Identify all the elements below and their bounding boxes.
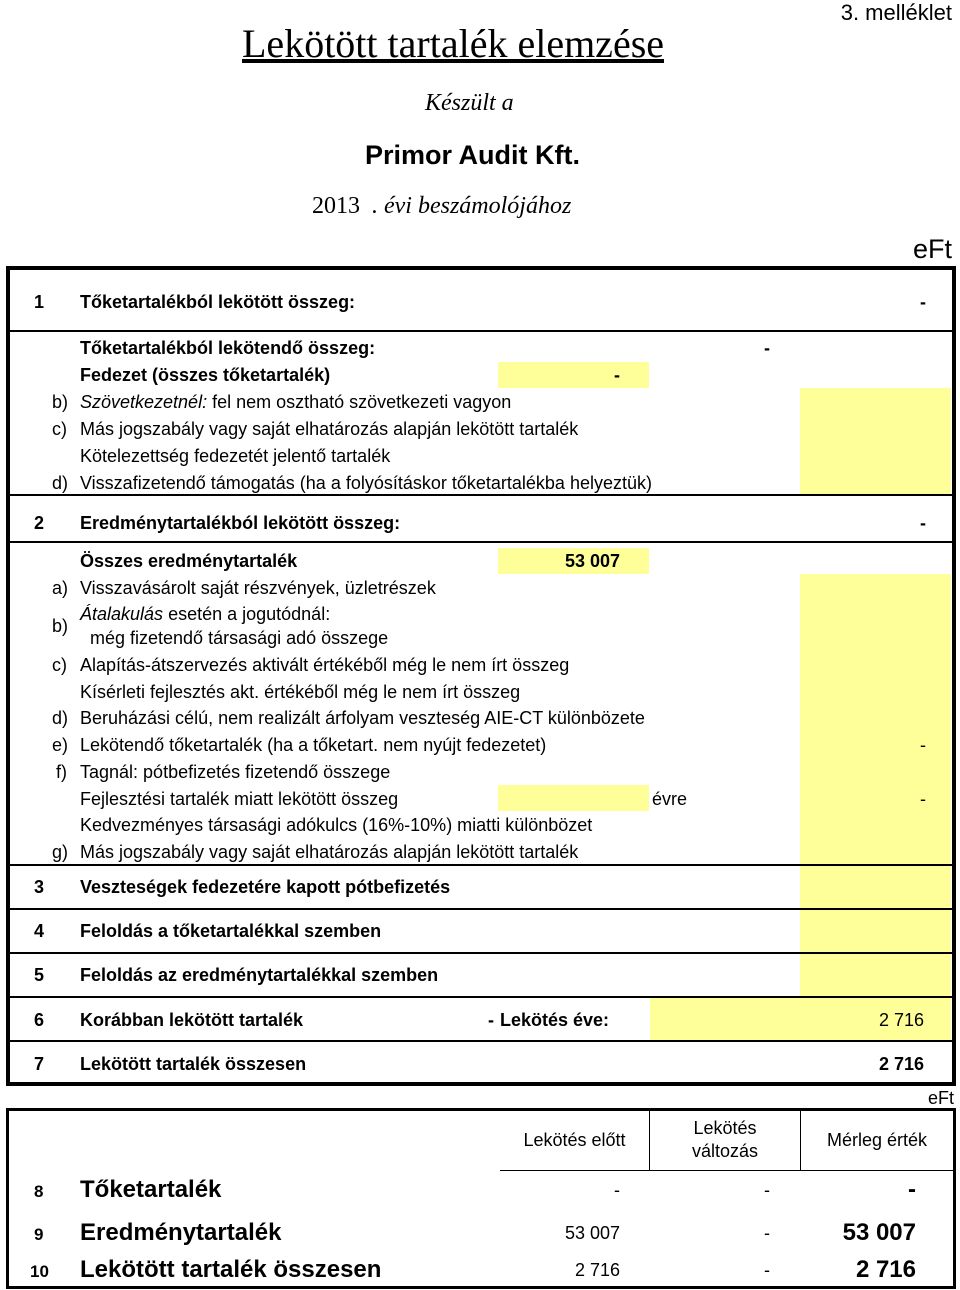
value-balance: 2 716 bbox=[855, 1256, 916, 1283]
row-label: Veszteségek fedezetére kapott pótbefizetés bbox=[80, 877, 451, 897]
row-label: Feloldás az eredménytartalékkal szemben bbox=[80, 965, 439, 985]
summary-border-top bbox=[6, 1108, 956, 1111]
row-value: - bbox=[920, 292, 926, 312]
row-number: 8 bbox=[34, 1182, 44, 1201]
company-name: Primor Audit Kft. bbox=[365, 140, 580, 170]
row-label: Visszavásárolt saját részvények, üzletrészek bbox=[80, 578, 436, 598]
row-label: Tagnál: pótbefizetés fizetendő összege bbox=[80, 762, 391, 782]
col-header-before: Lekötés előtt bbox=[523, 1130, 626, 1150]
row-label: Beruházási célú, nem realizált árfolyam veszteség AIE-CT különbözete bbox=[80, 708, 645, 728]
row-letter: d) bbox=[52, 473, 69, 493]
row-letter: b) bbox=[52, 392, 69, 412]
divider bbox=[8, 541, 954, 543]
row-label: Kedvezményes társasági adókulcs (16%-10%) miatti különbözet bbox=[80, 815, 593, 835]
box-border-top bbox=[6, 266, 956, 270]
input-cell[interactable] bbox=[800, 866, 951, 908]
row-value: - bbox=[764, 338, 770, 358]
year-label: évre bbox=[652, 789, 688, 809]
row-letter: c) bbox=[52, 655, 67, 675]
unit-label: eFt bbox=[912, 234, 952, 264]
row-label: Fejlesztési tartalék miatt lekötött összeg bbox=[80, 789, 399, 809]
row-label: Tőketartalékból lekötendő összeg: bbox=[80, 338, 376, 358]
row-letter: a) bbox=[52, 578, 69, 598]
divider bbox=[8, 494, 954, 496]
col-header-change: változás bbox=[691, 1141, 759, 1161]
value-change: - bbox=[764, 1260, 770, 1280]
box-border-left bbox=[6, 266, 10, 1086]
report-label: . évi beszámolójához bbox=[372, 193, 572, 219]
row-number: 9 bbox=[34, 1225, 44, 1244]
summary-header-divider bbox=[500, 1170, 953, 1171]
input-cell[interactable] bbox=[800, 910, 951, 952]
row-label: Eredménytartalékból lekötött összeg: bbox=[80, 513, 401, 533]
divider bbox=[8, 1040, 954, 1042]
value-before: - bbox=[614, 1180, 620, 1200]
row-letter: d) bbox=[52, 708, 69, 728]
col-header-change: Lekötés bbox=[693, 1118, 757, 1138]
row-label: Korábban lekötött tartalék bbox=[80, 1010, 304, 1030]
row-label: Alapítás-átszervezés aktivált értékéből még le nem írt összeg bbox=[80, 655, 570, 675]
value-balance: - bbox=[908, 1176, 916, 1203]
summary-unit: eFt bbox=[927, 1088, 954, 1108]
divider bbox=[8, 330, 954, 332]
row-label: Eredménytartalék bbox=[80, 1219, 282, 1246]
row-value: - bbox=[920, 735, 926, 755]
year-label: Lekötés éve: bbox=[500, 1010, 610, 1030]
row-value: 53 007 bbox=[564, 551, 620, 571]
row-label: Fedezet (összes tőketartalék) bbox=[80, 365, 331, 385]
row-label: Visszafizetendő támogatás (ha a folyósításkor tőketartalékba helyeztük) bbox=[80, 473, 652, 493]
value-balance: 53 007 bbox=[842, 1219, 916, 1246]
summary-border-bottom bbox=[6, 1286, 956, 1289]
row-label: Kötelezettség fedezetét jelentő tartalék bbox=[80, 446, 391, 466]
input-cell[interactable] bbox=[800, 388, 951, 494]
row-label: Kísérleti fejlesztés akt. értékéből még le nem írt összeg bbox=[80, 682, 521, 702]
row-label: Feloldás a tőketartalékkal szemben bbox=[80, 921, 382, 941]
row-letter: g) bbox=[52, 842, 69, 862]
row-label: Tőketartalék bbox=[80, 1176, 222, 1203]
row-value: - bbox=[920, 789, 926, 809]
page-title: Lekötött tartalék elemzése bbox=[242, 21, 665, 66]
row-number: 3 bbox=[34, 877, 45, 897]
row-number: 1 bbox=[34, 292, 45, 312]
row-number: 2 bbox=[34, 513, 45, 533]
row-value: - bbox=[920, 513, 926, 533]
row-letter: e) bbox=[52, 735, 69, 755]
box-border-right bbox=[952, 266, 956, 1086]
row-label: Más jogszabály vagy saját elhatározás alapján lekötött tartalék bbox=[80, 842, 579, 862]
row-letter: f) bbox=[56, 762, 67, 782]
row-number: 5 bbox=[34, 965, 45, 985]
row-number: 4 bbox=[34, 921, 45, 941]
annex-label: 3. melléklet bbox=[840, 0, 952, 25]
row-label: Átalakulás esetén a jogutódnál: bbox=[80, 604, 331, 624]
row-value: 2 716 bbox=[878, 1054, 924, 1074]
row-number: 7 bbox=[34, 1054, 45, 1074]
input-cell[interactable] bbox=[800, 574, 951, 864]
row-label: Lekötendő tőketartalék (ha a tőketart. nem nyújt fedezetet) bbox=[80, 735, 547, 755]
row-label: Szövetkezetnél: fel nem osztható szövetkezeti vagyon bbox=[80, 392, 512, 412]
col-header-balance: Mérleg érték bbox=[826, 1130, 928, 1150]
row-number: 6 bbox=[34, 1010, 45, 1030]
row-number: 10 bbox=[30, 1262, 49, 1281]
row-value: 2 716 bbox=[878, 1010, 924, 1030]
row-label: Lekötött tartalék összesen bbox=[80, 1256, 382, 1283]
row-value: - bbox=[614, 365, 620, 385]
summary-border-right bbox=[953, 1108, 956, 1288]
row-letter: b) bbox=[52, 616, 69, 636]
row-label: Más jogszabály vagy saját elhatározás alapján lekötött tartalék bbox=[80, 419, 579, 439]
value-before: 53 007 bbox=[564, 1223, 620, 1243]
row-letter: c) bbox=[52, 419, 67, 439]
row-label: Lekötött tartalék összesen bbox=[80, 1054, 307, 1074]
input-cell[interactable] bbox=[800, 954, 951, 996]
row-dash: - bbox=[488, 1010, 494, 1030]
box-border-bottom bbox=[6, 1082, 956, 1086]
value-change: - bbox=[764, 1223, 770, 1243]
input-cell[interactable] bbox=[498, 785, 649, 811]
row-label: még fizetendő társasági adó összege bbox=[90, 628, 389, 648]
report-year: 2013 bbox=[312, 193, 360, 219]
value-before: 2 716 bbox=[574, 1260, 620, 1280]
row-label: Tőketartalékból lekötött összeg: bbox=[80, 292, 356, 312]
summary-border-left bbox=[6, 1108, 9, 1288]
value-change: - bbox=[764, 1180, 770, 1200]
row-label: Összes eredménytartalék bbox=[80, 551, 298, 571]
prepared-label: Készült a bbox=[425, 90, 514, 116]
